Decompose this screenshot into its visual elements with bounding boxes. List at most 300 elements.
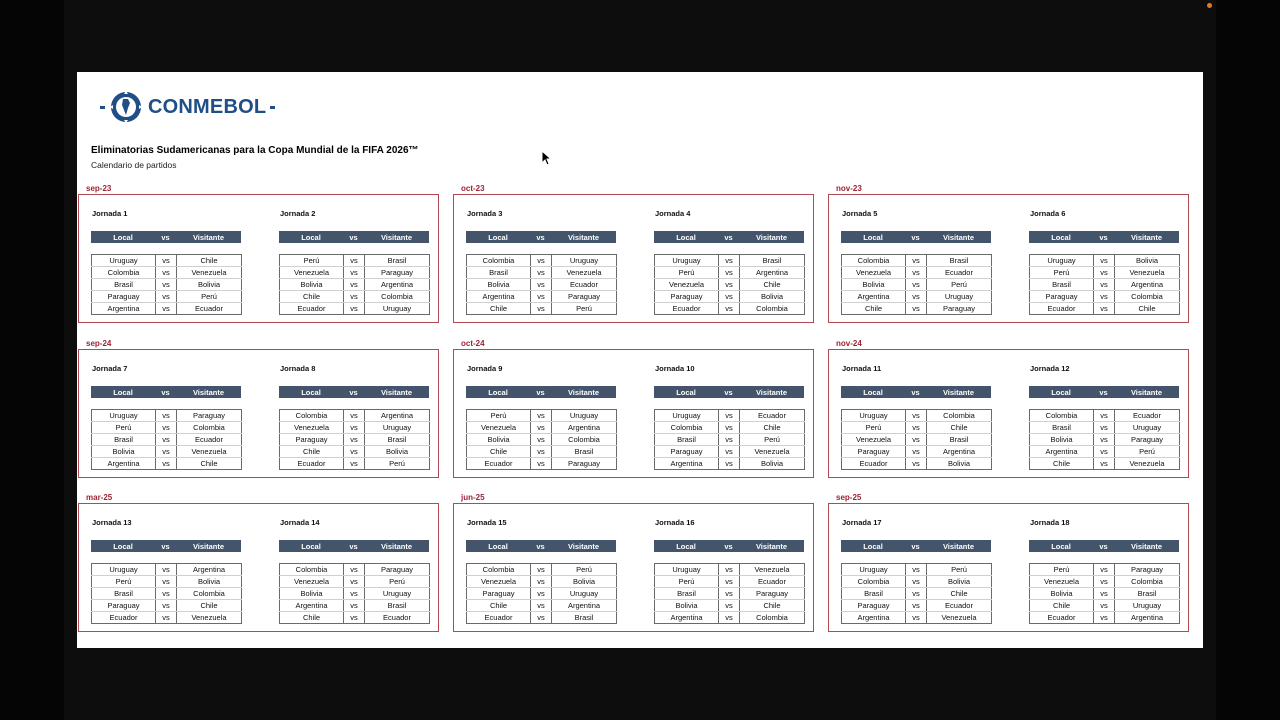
jornada-title: Jornada 10 bbox=[655, 364, 695, 373]
home-team-cell[interactable]: Perú bbox=[92, 576, 156, 588]
vs-cell[interactable]: vs bbox=[1094, 303, 1115, 315]
vs-cell[interactable]: vs bbox=[531, 267, 552, 279]
month-block bbox=[828, 339, 1191, 494]
vs-cell[interactable]: vs bbox=[906, 291, 927, 303]
home-team-cell[interactable]: Venezuela bbox=[280, 576, 344, 588]
away-team-cell[interactable]: Perú bbox=[365, 576, 430, 588]
home-team-cell[interactable]: Paraguay bbox=[92, 600, 156, 612]
vs-cell[interactable]: vs bbox=[1094, 576, 1115, 588]
home-team-cell[interactable]: Chile bbox=[467, 600, 531, 612]
vs-cell[interactable]: vs bbox=[719, 434, 740, 446]
away-team-cell[interactable]: Chile bbox=[740, 279, 805, 291]
vs-cell[interactable]: vs bbox=[344, 291, 365, 303]
away-team-cell[interactable]: Colombia bbox=[552, 434, 617, 446]
away-team-cell[interactable]: Uruguay bbox=[1115, 422, 1180, 434]
month-block bbox=[78, 339, 441, 494]
vs-cell[interactable]: vs bbox=[719, 422, 740, 434]
home-team-cell[interactable]: Bolivia bbox=[92, 446, 156, 458]
home-team-cell[interactable]: Bolivia bbox=[842, 279, 906, 291]
home-team-cell[interactable]: Brasil bbox=[467, 267, 531, 279]
vs-cell[interactable]: vs bbox=[156, 291, 177, 303]
vs-cell[interactable]: vs bbox=[906, 434, 927, 446]
home-team-cell[interactable]: Paraguay bbox=[280, 434, 344, 446]
vs-cell[interactable]: vs bbox=[906, 410, 927, 422]
month-box bbox=[453, 349, 814, 478]
vs-cell[interactable]: vs bbox=[719, 410, 740, 422]
away-team-cell[interactable]: Brasil bbox=[927, 434, 992, 446]
away-team-cell[interactable]: Uruguay bbox=[552, 588, 617, 600]
home-team-cell[interactable]: Ecuador bbox=[280, 303, 344, 315]
home-team-cell[interactable]: Colombia bbox=[655, 422, 719, 434]
away-team-cell[interactable]: Ecuador bbox=[177, 303, 242, 315]
matches-table bbox=[279, 254, 430, 315]
home-team-cell[interactable]: Ecuador bbox=[1030, 612, 1094, 624]
away-team-cell[interactable]: Brasil bbox=[1115, 588, 1180, 600]
vs-cell[interactable]: vs bbox=[1094, 446, 1115, 458]
vs-cell[interactable]: vs bbox=[531, 458, 552, 470]
home-team-cell[interactable]: Ecuador bbox=[467, 458, 531, 470]
away-team-cell[interactable]: Argentina bbox=[177, 564, 242, 576]
away-team-cell[interactable]: Venezuela bbox=[1115, 267, 1180, 279]
vs-cell[interactable]: vs bbox=[719, 279, 740, 291]
away-team-cell[interactable]: Uruguay bbox=[552, 410, 617, 422]
match-row bbox=[467, 576, 617, 588]
home-team-cell[interactable]: Argentina bbox=[655, 612, 719, 624]
away-team-cell[interactable]: Venezuela bbox=[740, 446, 805, 458]
home-team-cell[interactable]: Chile bbox=[842, 303, 906, 315]
away-team-cell[interactable]: Paraguay bbox=[365, 564, 430, 576]
vs-cell[interactable]: vs bbox=[344, 255, 365, 267]
away-team-cell[interactable]: Argentina bbox=[365, 279, 430, 291]
home-team-cell[interactable]: Ecuador bbox=[842, 458, 906, 470]
vs-cell[interactable]: vs bbox=[719, 588, 740, 600]
away-team-cell[interactable]: Chile bbox=[177, 255, 242, 267]
home-team-cell[interactable]: Paraguay bbox=[1030, 291, 1094, 303]
match-row bbox=[92, 291, 242, 303]
month-box bbox=[828, 194, 1189, 323]
home-team-cell[interactable]: Uruguay bbox=[655, 255, 719, 267]
vs-cell[interactable]: vs bbox=[1094, 422, 1115, 434]
vs-cell[interactable]: vs bbox=[906, 279, 927, 291]
home-team-cell[interactable]: Colombia bbox=[280, 564, 344, 576]
home-team-cell[interactable]: Bolivia bbox=[280, 279, 344, 291]
home-team-cell[interactable]: Paraguay bbox=[655, 446, 719, 458]
away-team-cell[interactable]: Bolivia bbox=[927, 458, 992, 470]
home-team-cell[interactable]: Paraguay bbox=[655, 291, 719, 303]
away-team-cell[interactable]: Perú bbox=[740, 434, 805, 446]
home-team-cell[interactable]: Argentina bbox=[92, 458, 156, 470]
vs-cell[interactable]: vs bbox=[906, 612, 927, 624]
vs-cell[interactable]: vs bbox=[1094, 255, 1115, 267]
vs-cell[interactable]: vs bbox=[344, 422, 365, 434]
away-team-cell[interactable]: Colombia bbox=[365, 291, 430, 303]
table-header bbox=[654, 540, 804, 552]
home-team-cell[interactable]: Bolivia bbox=[1030, 434, 1094, 446]
away-team-cell[interactable]: Colombia bbox=[740, 612, 805, 624]
vs-cell[interactable]: vs bbox=[1094, 267, 1115, 279]
away-team-cell[interactable]: Chile bbox=[927, 422, 992, 434]
home-team-cell[interactable]: Ecuador bbox=[1030, 303, 1094, 315]
home-team-cell[interactable]: Perú bbox=[92, 422, 156, 434]
away-team-cell[interactable]: Colombia bbox=[927, 410, 992, 422]
away-team-cell[interactable]: Bolivia bbox=[740, 458, 805, 470]
vs-cell[interactable]: vs bbox=[906, 255, 927, 267]
vs-cell[interactable]: vs bbox=[719, 600, 740, 612]
vs-cell[interactable]: vs bbox=[156, 303, 177, 315]
vs-cell[interactable]: vs bbox=[531, 600, 552, 612]
header-vs: vs bbox=[536, 541, 545, 551]
away-team-cell[interactable]: Uruguay bbox=[552, 255, 617, 267]
home-team-cell[interactable]: Uruguay bbox=[92, 564, 156, 576]
away-team-cell[interactable]: Ecuador bbox=[740, 410, 805, 422]
away-team-cell[interactable]: Brasil bbox=[365, 255, 430, 267]
away-team-cell[interactable]: Chile bbox=[927, 588, 992, 600]
home-team-cell[interactable]: Perú bbox=[655, 267, 719, 279]
vs-cell[interactable]: vs bbox=[531, 446, 552, 458]
home-team-cell[interactable]: Perú bbox=[842, 422, 906, 434]
vs-cell[interactable]: vs bbox=[344, 446, 365, 458]
match-row bbox=[1030, 303, 1180, 315]
away-team-cell[interactable]: Uruguay bbox=[365, 303, 430, 315]
vs-cell[interactable]: vs bbox=[906, 576, 927, 588]
away-team-cell[interactable]: Perú bbox=[927, 564, 992, 576]
away-team-cell[interactable]: Perú bbox=[365, 458, 430, 470]
home-team-cell[interactable]: Chile bbox=[280, 446, 344, 458]
match-row bbox=[655, 434, 805, 446]
vs-cell[interactable]: vs bbox=[531, 612, 552, 624]
month-label: sep-24 bbox=[86, 339, 112, 348]
home-team-cell[interactable]: Perú bbox=[1030, 267, 1094, 279]
home-team-cell[interactable]: Uruguay bbox=[842, 564, 906, 576]
home-team-cell[interactable]: Venezuela bbox=[842, 434, 906, 446]
vs-cell[interactable]: vs bbox=[719, 267, 740, 279]
vs-cell[interactable]: vs bbox=[1094, 458, 1115, 470]
home-team-cell[interactable]: Uruguay bbox=[92, 410, 156, 422]
vs-cell[interactable]: vs bbox=[156, 446, 177, 458]
vs-cell[interactable]: vs bbox=[344, 564, 365, 576]
away-team-cell[interactable]: Bolivia bbox=[177, 279, 242, 291]
away-team-cell[interactable]: Ecuador bbox=[740, 576, 805, 588]
away-team-cell[interactable]: Chile bbox=[740, 422, 805, 434]
match-row bbox=[92, 600, 242, 612]
vs-cell[interactable]: vs bbox=[531, 279, 552, 291]
home-team-cell[interactable]: Paraguay bbox=[467, 588, 531, 600]
away-team-cell[interactable]: Colombia bbox=[1115, 291, 1180, 303]
away-team-cell[interactable]: Chile bbox=[177, 458, 242, 470]
home-team-cell[interactable]: Paraguay bbox=[92, 291, 156, 303]
away-team-cell[interactable]: Paraguay bbox=[1115, 564, 1180, 576]
away-team-cell[interactable]: Brasil bbox=[552, 446, 617, 458]
away-team-cell[interactable]: Ecuador bbox=[927, 267, 992, 279]
away-team-cell[interactable]: Perú bbox=[927, 279, 992, 291]
home-team-cell[interactable]: Perú bbox=[1030, 564, 1094, 576]
away-team-cell[interactable]: Bolivia bbox=[552, 576, 617, 588]
vs-cell[interactable]: vs bbox=[344, 410, 365, 422]
vs-cell[interactable]: vs bbox=[906, 267, 927, 279]
header-vs: vs bbox=[161, 387, 170, 397]
away-team-cell[interactable]: Colombia bbox=[177, 588, 242, 600]
home-team-cell[interactable]: Argentina bbox=[92, 303, 156, 315]
vs-cell[interactable]: vs bbox=[1094, 410, 1115, 422]
away-team-cell[interactable]: Brasil bbox=[365, 600, 430, 612]
home-team-cell[interactable]: Venezuela bbox=[655, 279, 719, 291]
home-team-cell[interactable]: Colombia bbox=[1030, 410, 1094, 422]
vs-cell[interactable]: vs bbox=[156, 600, 177, 612]
vs-cell[interactable]: vs bbox=[156, 588, 177, 600]
vs-cell[interactable]: vs bbox=[906, 588, 927, 600]
away-team-cell[interactable]: Venezuela bbox=[177, 612, 242, 624]
away-team-cell[interactable]: Paraguay bbox=[552, 291, 617, 303]
home-team-cell[interactable]: Colombia bbox=[467, 564, 531, 576]
vs-cell[interactable]: vs bbox=[344, 267, 365, 279]
away-team-cell[interactable]: Brasil bbox=[365, 434, 430, 446]
away-team-cell[interactable]: Bolivia bbox=[927, 576, 992, 588]
vs-cell[interactable]: vs bbox=[906, 303, 927, 315]
away-team-cell[interactable]: Perú bbox=[1115, 446, 1180, 458]
vs-cell[interactable]: vs bbox=[344, 279, 365, 291]
vs-cell[interactable]: vs bbox=[344, 458, 365, 470]
vs-cell[interactable]: vs bbox=[344, 434, 365, 446]
home-team-cell[interactable]: Brasil bbox=[1030, 279, 1094, 291]
away-team-cell[interactable]: Paraguay bbox=[552, 458, 617, 470]
away-team-cell[interactable]: Uruguay bbox=[365, 588, 430, 600]
vs-cell[interactable]: vs bbox=[531, 410, 552, 422]
vs-cell[interactable]: vs bbox=[1094, 612, 1115, 624]
home-team-cell[interactable]: Uruguay bbox=[655, 410, 719, 422]
vs-cell[interactable]: vs bbox=[719, 576, 740, 588]
away-team-cell[interactable]: Argentina bbox=[1115, 279, 1180, 291]
vs-cell[interactable]: vs bbox=[344, 612, 365, 624]
home-team-cell[interactable]: Paraguay bbox=[842, 600, 906, 612]
away-team-cell[interactable]: Argentina bbox=[552, 600, 617, 612]
home-team-cell[interactable]: Brasil bbox=[92, 588, 156, 600]
vs-cell[interactable]: vs bbox=[156, 576, 177, 588]
match-row bbox=[1030, 588, 1180, 600]
away-team-cell[interactable]: Perú bbox=[177, 291, 242, 303]
home-team-cell[interactable]: Venezuela bbox=[280, 267, 344, 279]
vs-cell[interactable]: vs bbox=[1094, 434, 1115, 446]
match-row bbox=[655, 279, 805, 291]
home-team-cell[interactable]: Perú bbox=[280, 255, 344, 267]
vs-cell[interactable]: vs bbox=[531, 422, 552, 434]
vs-cell[interactable]: vs bbox=[719, 446, 740, 458]
away-team-cell[interactable]: Venezuela bbox=[740, 564, 805, 576]
vs-cell[interactable]: vs bbox=[1094, 588, 1115, 600]
away-team-cell[interactable]: Venezuela bbox=[1115, 458, 1180, 470]
vs-cell[interactable]: vs bbox=[719, 612, 740, 624]
home-team-cell[interactable]: Bolivia bbox=[655, 600, 719, 612]
away-team-cell[interactable]: Paraguay bbox=[927, 303, 992, 315]
home-team-cell[interactable]: Perú bbox=[655, 576, 719, 588]
away-team-cell[interactable]: Uruguay bbox=[365, 422, 430, 434]
away-team-cell[interactable]: Paraguay bbox=[177, 410, 242, 422]
vs-cell[interactable]: vs bbox=[719, 291, 740, 303]
away-team-cell[interactable]: Argentina bbox=[1115, 612, 1180, 624]
home-team-cell[interactable]: Chile bbox=[467, 446, 531, 458]
vs-cell[interactable]: vs bbox=[531, 576, 552, 588]
away-team-cell[interactable]: Bolivia bbox=[365, 446, 430, 458]
away-team-cell[interactable]: Bolivia bbox=[1115, 255, 1180, 267]
vs-cell[interactable]: vs bbox=[156, 279, 177, 291]
vs-cell[interactable]: vs bbox=[344, 600, 365, 612]
vs-cell[interactable]: vs bbox=[156, 612, 177, 624]
vs-cell[interactable]: vs bbox=[719, 564, 740, 576]
home-team-cell[interactable]: Brasil bbox=[655, 588, 719, 600]
vs-cell[interactable]: vs bbox=[344, 588, 365, 600]
home-team-cell[interactable]: Colombia bbox=[842, 576, 906, 588]
vs-cell[interactable]: vs bbox=[906, 564, 927, 576]
away-team-cell[interactable]: Colombia bbox=[1115, 576, 1180, 588]
match-row bbox=[1030, 600, 1180, 612]
away-team-cell[interactable]: Paraguay bbox=[1115, 434, 1180, 446]
jornada-section bbox=[841, 504, 992, 633]
home-team-cell[interactable]: Ecuador bbox=[655, 303, 719, 315]
table-header bbox=[654, 386, 804, 398]
home-team-cell[interactable]: Venezuela bbox=[842, 267, 906, 279]
home-team-cell[interactable]: Bolivia bbox=[280, 588, 344, 600]
away-team-cell[interactable]: Venezuela bbox=[552, 267, 617, 279]
home-team-cell[interactable]: Chile bbox=[467, 303, 531, 315]
away-team-cell[interactable]: Argentina bbox=[552, 422, 617, 434]
away-team-cell[interactable]: Brasil bbox=[927, 255, 992, 267]
vs-cell[interactable]: vs bbox=[531, 434, 552, 446]
away-team-cell[interactable]: Venezuela bbox=[177, 446, 242, 458]
vs-cell[interactable]: vs bbox=[719, 255, 740, 267]
vs-cell[interactable]: vs bbox=[906, 422, 927, 434]
away-team-cell[interactable]: Argentina bbox=[365, 410, 430, 422]
away-team-cell[interactable]: Paraguay bbox=[365, 267, 430, 279]
home-team-cell[interactable]: Uruguay bbox=[655, 564, 719, 576]
home-team-cell[interactable]: Brasil bbox=[842, 588, 906, 600]
vs-cell[interactable]: vs bbox=[906, 446, 927, 458]
away-team-cell[interactable]: Venezuela bbox=[177, 267, 242, 279]
vs-cell[interactable]: vs bbox=[906, 458, 927, 470]
away-team-cell[interactable]: Perú bbox=[552, 303, 617, 315]
header-local: Local bbox=[1051, 387, 1071, 397]
match-row bbox=[842, 588, 992, 600]
jornada-title: Jornada 5 bbox=[842, 209, 878, 218]
away-team-cell[interactable]: Ecuador bbox=[177, 434, 242, 446]
away-team-cell[interactable]: Ecuador bbox=[927, 600, 992, 612]
away-team-cell[interactable]: Colombia bbox=[740, 303, 805, 315]
match-row bbox=[280, 422, 430, 434]
vs-cell[interactable]: vs bbox=[156, 410, 177, 422]
vs-cell[interactable]: vs bbox=[156, 422, 177, 434]
home-team-cell[interactable]: Ecuador bbox=[280, 458, 344, 470]
vs-cell[interactable]: vs bbox=[531, 588, 552, 600]
away-team-cell[interactable]: Argentina bbox=[927, 446, 992, 458]
vs-cell[interactable]: vs bbox=[344, 576, 365, 588]
away-team-cell[interactable]: Chile bbox=[177, 600, 242, 612]
away-team-cell[interactable]: Venezuela bbox=[927, 612, 992, 624]
away-team-cell[interactable]: Bolivia bbox=[177, 576, 242, 588]
away-team-cell[interactable]: Paraguay bbox=[740, 588, 805, 600]
vs-cell[interactable]: vs bbox=[1094, 291, 1115, 303]
home-team-cell[interactable]: Argentina bbox=[467, 291, 531, 303]
away-team-cell[interactable]: Perú bbox=[552, 564, 617, 576]
vs-cell[interactable]: vs bbox=[1094, 279, 1115, 291]
header-visitante: Visitante bbox=[1130, 387, 1163, 397]
home-team-cell[interactable]: Bolivia bbox=[467, 434, 531, 446]
home-team-cell[interactable]: Argentina bbox=[280, 600, 344, 612]
home-team-cell[interactable]: Venezuela bbox=[467, 422, 531, 434]
vs-cell[interactable]: vs bbox=[156, 434, 177, 446]
home-team-cell[interactable]: Brasil bbox=[1030, 422, 1094, 434]
vs-cell[interactable]: vs bbox=[531, 255, 552, 267]
vs-cell[interactable]: vs bbox=[1094, 600, 1115, 612]
home-team-cell[interactable]: Bolivia bbox=[1030, 588, 1094, 600]
away-team-cell[interactable]: Ecuador bbox=[1115, 410, 1180, 422]
home-team-cell[interactable]: Chile bbox=[280, 612, 344, 624]
home-team-cell[interactable]: Brasil bbox=[655, 434, 719, 446]
home-team-cell[interactable]: Venezuela bbox=[467, 576, 531, 588]
home-team-cell[interactable]: Uruguay bbox=[92, 255, 156, 267]
home-team-cell[interactable]: Bolivia bbox=[467, 279, 531, 291]
header-visitante: Visitante bbox=[192, 541, 225, 551]
vs-cell[interactable]: vs bbox=[719, 303, 740, 315]
away-team-cell[interactable]: Brasil bbox=[552, 612, 617, 624]
vs-cell[interactable]: vs bbox=[531, 303, 552, 315]
vs-cell[interactable]: vs bbox=[156, 458, 177, 470]
away-team-cell[interactable]: Chile bbox=[1115, 303, 1180, 315]
home-team-cell[interactable]: Colombia bbox=[92, 267, 156, 279]
match-row bbox=[92, 612, 242, 624]
vs-cell[interactable]: vs bbox=[344, 303, 365, 315]
home-team-cell[interactable]: Perú bbox=[467, 410, 531, 422]
vs-cell[interactable]: vs bbox=[531, 564, 552, 576]
month-label: nov-24 bbox=[836, 339, 862, 348]
home-team-cell[interactable]: Brasil bbox=[92, 279, 156, 291]
home-team-cell[interactable]: Uruguay bbox=[1030, 255, 1094, 267]
header-visitante: Visitante bbox=[942, 232, 975, 242]
away-team-cell[interactable]: Brasil bbox=[740, 255, 805, 267]
conmebol-ball-icon bbox=[109, 90, 143, 124]
vs-cell[interactable]: vs bbox=[156, 267, 177, 279]
away-team-cell[interactable]: Colombia bbox=[177, 422, 242, 434]
vs-cell[interactable]: vs bbox=[156, 255, 177, 267]
vs-cell[interactable]: vs bbox=[156, 564, 177, 576]
away-team-cell[interactable]: Bolivia bbox=[740, 291, 805, 303]
away-team-cell[interactable]: Chile bbox=[740, 600, 805, 612]
home-team-cell[interactable]: Argentina bbox=[655, 458, 719, 470]
home-team-cell[interactable]: Ecuador bbox=[467, 612, 531, 624]
home-team-cell[interactable]: Chile bbox=[280, 291, 344, 303]
away-team-cell[interactable]: Argentina bbox=[740, 267, 805, 279]
vs-cell[interactable]: vs bbox=[719, 458, 740, 470]
home-team-cell[interactable]: Colombia bbox=[280, 410, 344, 422]
away-team-cell[interactable]: Ecuador bbox=[552, 279, 617, 291]
home-team-cell[interactable]: Argentina bbox=[1030, 446, 1094, 458]
home-team-cell[interactable]: Colombia bbox=[842, 255, 906, 267]
home-team-cell[interactable]: Uruguay bbox=[842, 410, 906, 422]
vs-cell[interactable]: vs bbox=[906, 600, 927, 612]
home-team-cell[interactable]: Ecuador bbox=[92, 612, 156, 624]
away-team-cell[interactable]: Uruguay bbox=[1115, 600, 1180, 612]
home-team-cell[interactable]: Venezuela bbox=[280, 422, 344, 434]
away-team-cell[interactable]: Uruguay bbox=[927, 291, 992, 303]
vs-cell[interactable]: vs bbox=[531, 291, 552, 303]
home-team-cell[interactable]: Chile bbox=[1030, 458, 1094, 470]
home-team-cell[interactable]: Brasil bbox=[92, 434, 156, 446]
home-team-cell[interactable]: Paraguay bbox=[842, 446, 906, 458]
home-team-cell[interactable]: Colombia bbox=[467, 255, 531, 267]
home-team-cell[interactable]: Argentina bbox=[842, 291, 906, 303]
home-team-cell[interactable]: Chile bbox=[1030, 600, 1094, 612]
home-team-cell[interactable]: Argentina bbox=[842, 612, 906, 624]
home-team-cell[interactable]: Venezuela bbox=[1030, 576, 1094, 588]
vs-cell[interactable]: vs bbox=[1094, 564, 1115, 576]
away-team-cell[interactable]: Ecuador bbox=[365, 612, 430, 624]
